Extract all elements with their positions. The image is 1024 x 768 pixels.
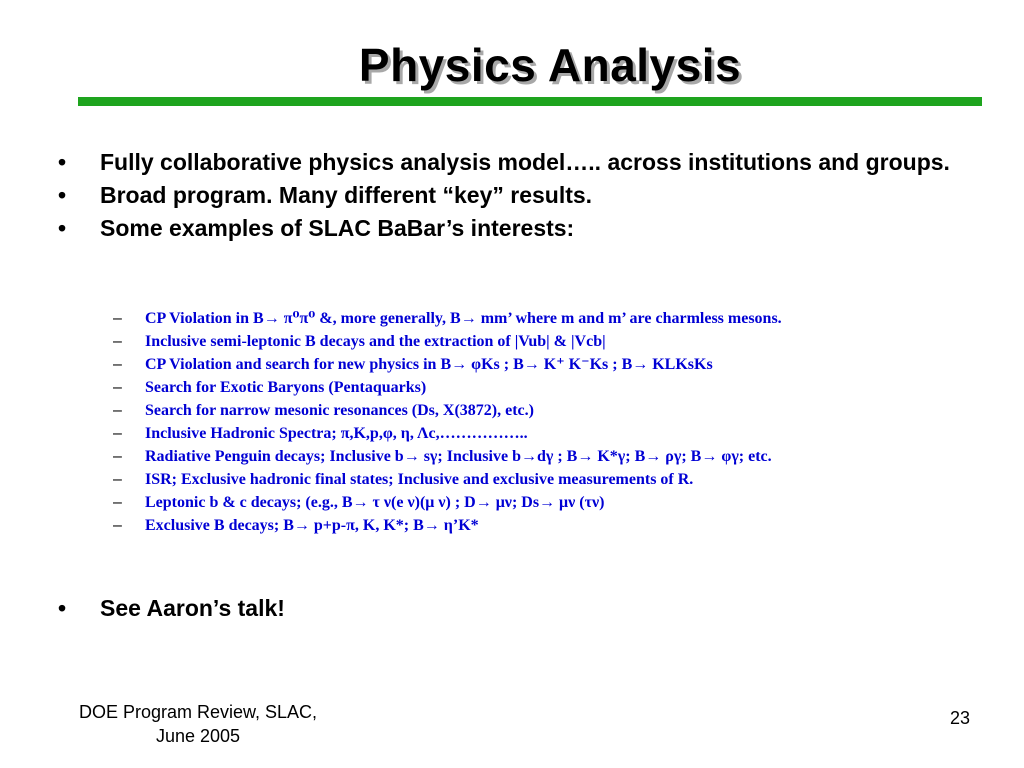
interest-text: Inclusive Hadronic Spectra; π,K,p,φ, η, Λc,…………….. (145, 425, 528, 442)
interest-item (113, 425, 913, 443)
main-bullet-list (58, 150, 958, 249)
dash-icon: – (113, 471, 122, 488)
interests-list (113, 310, 913, 540)
interest-item (113, 356, 913, 374)
title-underline (78, 97, 982, 106)
page-number: 23 (949, 708, 970, 728)
bullet-text: Fully collaborative physics analysis model….. across institutions and groups. (100, 149, 950, 175)
bullet-icon: • (58, 595, 67, 621)
interest-item (113, 402, 913, 420)
interest-text: CP Violation and search for new physics in B→ φKs ; B→ K⁺ K⁻Ks ; B→ KLKsKs (145, 356, 713, 373)
footer-line-2: June 2005 (155, 726, 241, 746)
dash-icon: – (113, 379, 122, 396)
interest-item (113, 333, 913, 351)
bullet-text: Some examples of SLAC BaBar’s interests: (100, 215, 575, 241)
footer-event (58, 700, 338, 748)
bullet-item (58, 596, 958, 620)
slide-title: Physics Analysis (358, 39, 742, 91)
interest-item (113, 310, 913, 328)
interest-item (113, 448, 913, 466)
dash-icon: – (113, 494, 122, 511)
bullet-icon: • (58, 149, 67, 175)
bullet-text: Broad program. Many different “key” results. (100, 182, 593, 208)
interest-text: Exclusive B decays; B→ p+p-π, K, K*; B→ η’K* (145, 517, 479, 534)
dash-icon: – (113, 425, 122, 442)
interest-item (113, 379, 913, 397)
final-bullet-list (58, 596, 958, 629)
dash-icon: – (113, 517, 122, 534)
interest-item (113, 517, 913, 535)
interest-text: Inclusive semi-leptonic B decays and the extraction of |Vub| & |Vcb| (145, 333, 606, 350)
dash-icon: – (113, 310, 122, 327)
dash-icon: – (113, 402, 122, 419)
interest-text: CP Violation in B→ π⁰π⁰ &, more generally, B→ mm’ where m and m’ are charmless mesons. (145, 310, 782, 327)
bullet-icon: • (58, 215, 67, 241)
interest-text: Search for narrow mesonic resonances (Ds, X(3872), etc.) (145, 402, 534, 419)
interest-text: Search for Exotic Baryons (Pentaquarks) (145, 379, 427, 396)
dash-icon: – (113, 356, 122, 373)
interest-item (113, 494, 913, 512)
dash-icon: – (113, 333, 122, 350)
footer-line-1: DOE Program Review, SLAC, (78, 702, 318, 722)
interest-text: Leptonic b & c decays; (e.g., B→ τ ν(e ν)(μ ν) ; D→ μν; Ds→ μν (τν) (145, 494, 605, 511)
bullet-item (58, 216, 958, 240)
bullet-text: See Aaron’s talk! (100, 595, 285, 621)
bullet-item (58, 150, 958, 174)
interest-text: ISR; Exclusive hadronic final states; Inclusive and exclusive measurements of R. (145, 471, 694, 488)
bullet-icon: • (58, 182, 67, 208)
bullet-item (58, 183, 958, 207)
dash-icon: – (113, 448, 122, 465)
interest-text: Radiative Penguin decays; Inclusive b→ sγ; Inclusive b→dγ ; B→ K*γ; B→ ργ; B→ φγ; etc. (145, 448, 772, 465)
interest-item (113, 471, 913, 489)
